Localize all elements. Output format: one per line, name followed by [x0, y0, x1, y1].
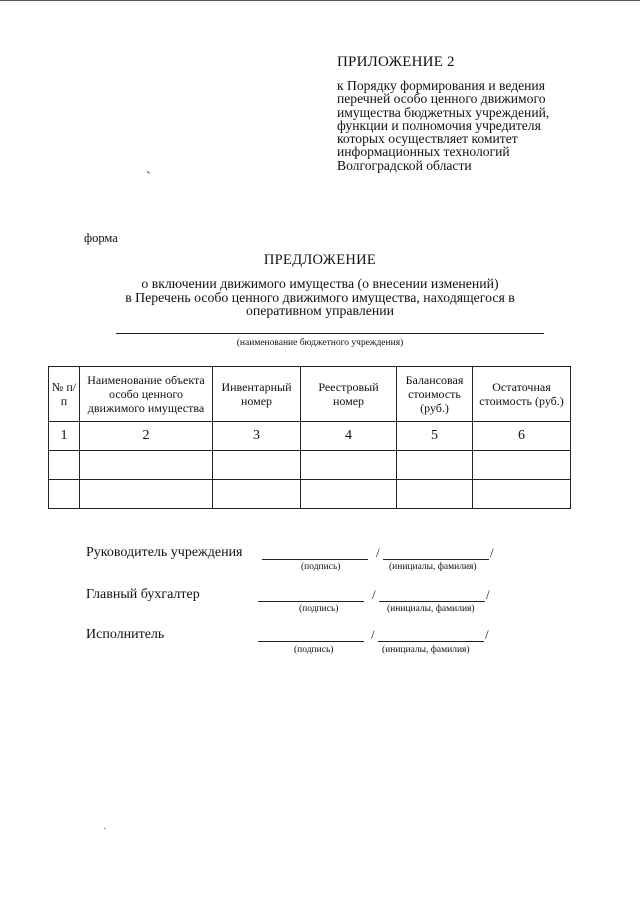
appendix-description	[337, 79, 597, 172]
slash: /	[376, 545, 380, 560]
signature-caption: (подпись)	[299, 604, 339, 614]
name-line-accountant	[379, 601, 485, 602]
signature-caption: (подпись)	[301, 562, 341, 572]
empty-cell	[80, 451, 213, 480]
top-border-line	[0, 0, 640, 1]
header-cell: Остаточная стоимость (руб.)	[473, 367, 571, 422]
signature-caption: (подпись)	[294, 645, 334, 655]
empty-cell	[213, 480, 301, 509]
empty-cell	[397, 451, 473, 480]
slash: /	[372, 587, 376, 602]
slash: /	[485, 627, 489, 642]
name-caption: (инициалы, фамилия)	[389, 562, 477, 572]
number-cell: 1	[49, 422, 80, 451]
scan-speck	[104, 828, 106, 829]
empty-cell	[397, 480, 473, 509]
signature-line-executor	[258, 641, 364, 642]
subtitle-line: в Перечень особо ценного движимого имущества, находящегося в	[125, 289, 515, 305]
slash: /	[486, 587, 490, 602]
signature-line-accountant	[258, 601, 364, 602]
header-cell: Реестровый номер	[301, 367, 397, 422]
appendix-line: имущества бюджетных учреждений,	[337, 104, 550, 120]
number-cell: 6	[473, 422, 571, 451]
assets-table	[48, 366, 571, 509]
slash: /	[371, 627, 375, 642]
name-caption: (инициалы, фамилия)	[387, 604, 475, 614]
table-row	[49, 480, 571, 509]
number-cell: 4	[301, 422, 397, 451]
appendix-line: перечней особо ценного движимого	[337, 91, 546, 107]
header-cell: Балансовая стоимость (руб.)	[397, 367, 473, 422]
form-label: форма	[84, 231, 118, 245]
document-subtitle	[0, 277, 640, 318]
subtitle-line: оперативном управлении	[246, 303, 394, 318]
empty-cell	[473, 480, 571, 509]
slash: /	[490, 545, 494, 560]
number-cell: 2	[80, 422, 213, 451]
institution-caption: (наименование бюджетного учреждения)	[236, 338, 404, 348]
header-cell: Инвентарный номер	[213, 367, 301, 422]
document-title: ПРЕДЛОЖЕНИЕ	[263, 252, 377, 268]
appendix-line: информационных технологий	[337, 144, 510, 160]
appendix-line: Волгоградской области	[337, 157, 472, 173]
table-row	[49, 451, 571, 480]
empty-cell	[49, 480, 80, 509]
empty-cell	[301, 480, 397, 509]
table-header-row	[49, 367, 571, 422]
number-cell: 5	[397, 422, 473, 451]
empty-cell	[213, 451, 301, 480]
appendix-line: функции и полномочия учредителя	[337, 117, 541, 133]
subtitle-line: о включении движимого имущества (о внесении изменений)	[141, 276, 499, 291]
name-caption: (инициалы, фамилия)	[382, 645, 470, 655]
stray-mark: `	[146, 170, 151, 185]
empty-cell	[49, 451, 80, 480]
signature-label-accountant: Главный бухгалтер	[86, 587, 200, 602]
number-cell: 3	[213, 422, 301, 451]
table-numbering-row	[49, 422, 571, 451]
empty-cell	[473, 451, 571, 480]
name-line-head	[383, 559, 489, 560]
signature-line-head	[262, 559, 368, 560]
appendix-line: к Порядку формирования и ведения	[337, 78, 545, 93]
empty-cell	[80, 480, 213, 509]
name-line-executor	[378, 641, 484, 642]
institution-name-line	[116, 333, 544, 334]
empty-cell	[301, 451, 397, 480]
header-cell: Наименование объекта особо ценного движимого имущества	[80, 367, 213, 422]
signature-label-head: Руководитель учреждения	[86, 545, 243, 560]
signature-label-executor: Исполнитель	[86, 627, 165, 642]
appendix-line: которых осуществляет комитет	[337, 131, 518, 147]
header-cell: № п/п	[49, 367, 80, 422]
appendix-title: ПРИЛОЖЕНИЕ 2	[337, 54, 455, 70]
